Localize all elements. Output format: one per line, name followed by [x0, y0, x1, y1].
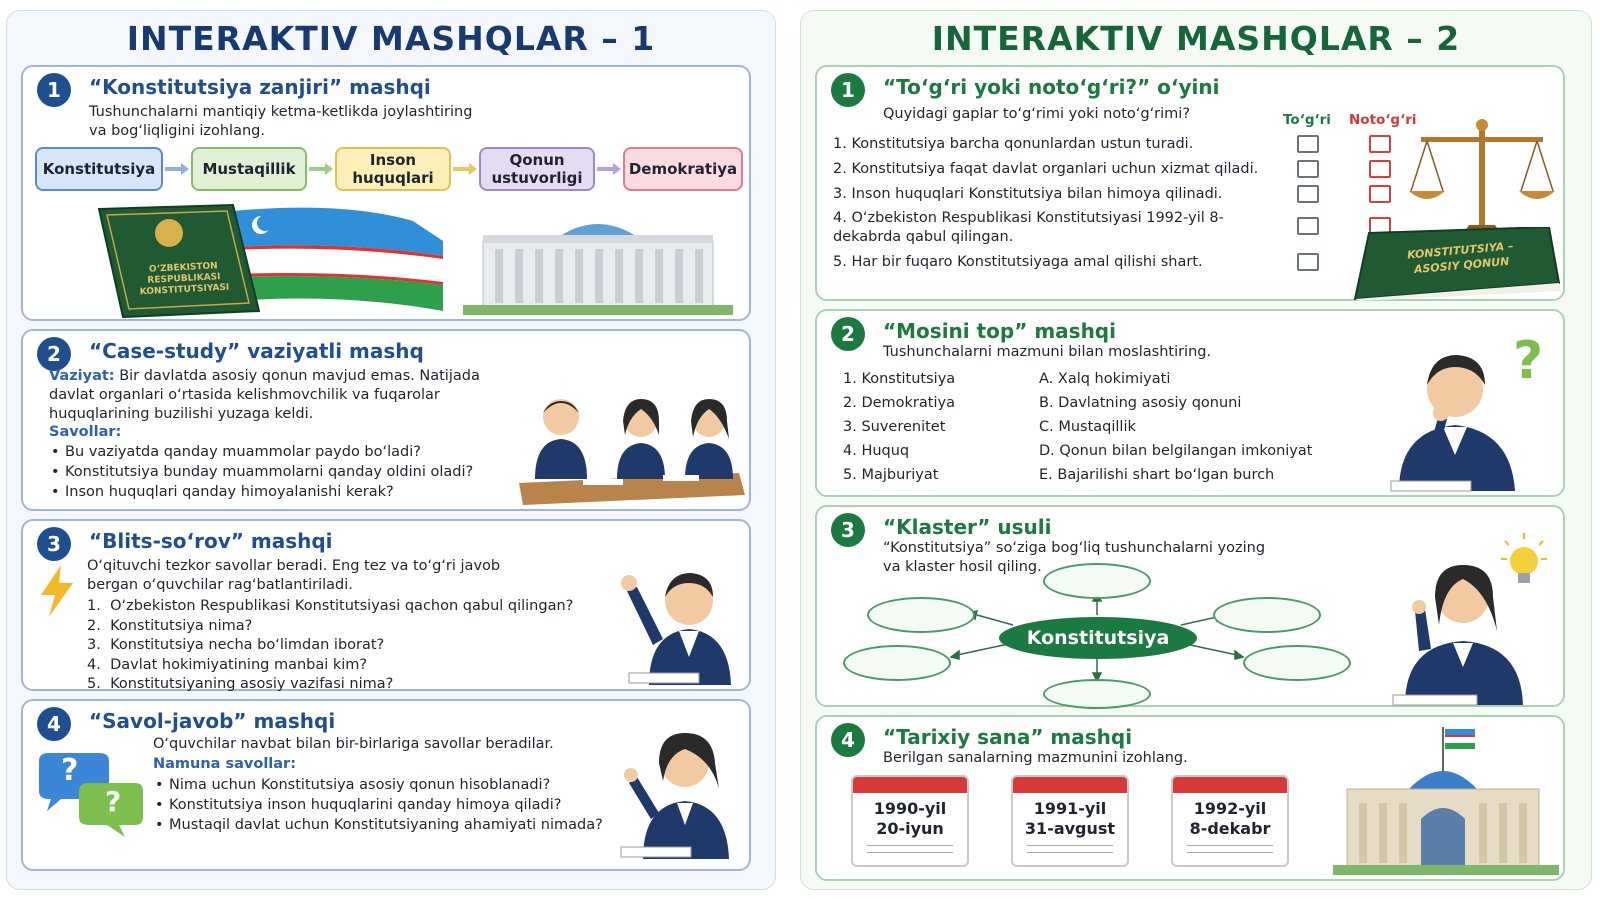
list-item[interactable]: 1. Konstitutsiya — [843, 371, 956, 387]
true-checkbox-5[interactable] — [1297, 253, 1319, 271]
cluster-bubble-bottom[interactable] — [1043, 679, 1151, 709]
true-false-game-card — [815, 65, 1565, 301]
card-number: 2 — [37, 337, 71, 371]
false-checkbox-3[interactable] — [1369, 185, 1391, 203]
calendar-day: 31-avgust — [1024, 819, 1116, 838]
list-item: • Inson huquqlari qanday himoyalanishi kerak? — [49, 482, 473, 502]
calendar-year: 1992-yil — [1193, 799, 1267, 818]
true-checkbox-1[interactable] — [1297, 135, 1319, 153]
card-number: 4 — [831, 723, 865, 757]
list-item: 4. Davlat hokimiyatining manbai kim? — [87, 656, 368, 673]
calendar-year: 1990-yil — [873, 799, 947, 818]
list-item[interactable]: C. Mustaqillik — [1039, 419, 1136, 435]
arrow-right-icon — [597, 162, 621, 176]
card-title: “Konstitutsiya zanjiri” mashqi — [89, 75, 431, 99]
cluster-center: Konstitutsiya — [999, 617, 1197, 659]
book-cover-text: KONSTITUTSIYA – ASOSIY QONUN — [1406, 239, 1515, 277]
cluster-method-card — [815, 505, 1565, 707]
questions-list — [153, 775, 603, 835]
calendar-header — [1173, 777, 1287, 793]
calendar-date-2[interactable] — [1011, 775, 1129, 867]
answer-line — [1187, 845, 1273, 846]
chain-item-konstitutsiya[interactable]: Konstitutsiya — [35, 147, 163, 191]
calendar-date-3[interactable] — [1171, 775, 1289, 867]
question-mark-green: ? — [105, 785, 122, 818]
student-raising-hand-illustration — [609, 561, 745, 689]
calendar-header — [1013, 777, 1127, 793]
calendar-year: 1991-yil — [1033, 799, 1107, 818]
list-item[interactable]: 2. Demokratiya — [843, 395, 955, 411]
desc-line-2: va bog‘liqligini izohlang. — [89, 123, 265, 139]
scales-of-justice-icon — [1407, 115, 1557, 245]
list-item[interactable]: 5. Majburiyat — [843, 467, 939, 483]
card-title: “Mosini top” mashqi — [883, 319, 1116, 343]
card-number: 2 — [831, 317, 865, 351]
student-girl-illustration — [607, 719, 747, 869]
chain-item-inson-huquqlari[interactable]: Inson huquqlari — [335, 147, 451, 191]
answer-line — [867, 845, 953, 846]
false-checkbox-2[interactable] — [1369, 160, 1391, 178]
statement-4: 4. O‘zbekiston Respublikasi Konstitutsiyasi 1992-yil 8-dekabrda qabul qilingan. — [833, 210, 1224, 245]
list-item: 1. O‘zbekiston Respublikasi Konstitutsiyasi qachon qabul qilingan? — [87, 598, 574, 614]
lightning-icon — [37, 565, 77, 617]
arrow-right-icon — [165, 162, 189, 176]
right-panel — [800, 10, 1592, 890]
statement-1: 1. Konstitutsiya barcha qonunlardan ustun turadi. — [833, 136, 1194, 152]
list-item[interactable]: 4. Huquq — [843, 443, 910, 459]
card-title: “Savol-javob” mashqi — [89, 709, 336, 733]
blitz-survey-card — [21, 519, 751, 691]
chain-exercise-card — [21, 65, 751, 321]
desc-line-1: “Konstitutsiya” so‘ziga bog‘liq tushunchalarni yozing — [883, 540, 1266, 556]
true-checkbox-4[interactable] — [1297, 217, 1319, 235]
card-title: “Klaster” usuli — [883, 515, 1052, 539]
true-checkbox-2[interactable] — [1297, 160, 1319, 178]
cluster-bubble-top[interactable] — [1043, 563, 1151, 599]
questions-list — [49, 442, 473, 502]
left-panel — [6, 10, 776, 890]
list-item[interactable]: A. Xalq hokimiyati — [1039, 371, 1171, 387]
situation-label: Vaziyat: — [49, 368, 115, 384]
desc-line-1: O‘qituvchi tezkor savollar beradi. Eng tez va to‘g‘ri javob — [87, 558, 501, 574]
calendar-day: 8-dekabr — [1189, 819, 1271, 838]
chain-item-qonun-ustuvorligi[interactable]: Qonun ustuvorligi — [479, 147, 595, 191]
questions-label: Savollar: — [49, 424, 122, 440]
list-item: 5. Konstitutsiyaning asosiy vazifasi nima? — [87, 676, 394, 692]
list-item[interactable]: E. Bajarilishi shart bo‘lgan burch — [1039, 467, 1275, 483]
answer-line — [867, 852, 953, 853]
card-title: “Case-study” vaziyatli mashq — [89, 339, 424, 363]
list-item: 2. Konstitutsiya nima? — [87, 617, 253, 634]
definitions-list — [1039, 367, 1312, 487]
list-item: 3. Konstitutsiya necha bo‘limdan iborat? — [87, 637, 385, 653]
situation-text — [49, 367, 529, 424]
card-number: 1 — [831, 73, 865, 107]
desc-line-2: bergan o‘quvchilar rag‘batlantiriladi. — [87, 577, 353, 593]
calendar-header — [853, 777, 967, 793]
card-number: 3 — [831, 513, 865, 547]
list-item: • Konstitutsiya bunday muammolarni qanday oldini oladi? — [49, 462, 473, 482]
writing-student-illustration — [1377, 555, 1547, 707]
false-checkbox-1[interactable] — [1369, 135, 1391, 153]
historical-date-card — [815, 715, 1565, 881]
list-item: • Mustaqil davlat uchun Konstitutsiyaning ahamiyati nimada? — [153, 815, 603, 835]
question-mark-icon: ? — [1513, 331, 1544, 391]
speech-bubbles-icon — [35, 751, 147, 839]
list-item[interactable]: B. Davlatning asosiy qonuni — [1039, 395, 1242, 411]
card-description — [89, 103, 472, 141]
questions-list — [87, 597, 573, 695]
chain-item-demokratiya[interactable]: Demokratiya — [623, 147, 743, 191]
cluster-bubble-upper-left[interactable] — [867, 597, 975, 633]
sample-questions-label: Namuna savollar: — [153, 756, 297, 772]
list-item[interactable]: 3. Suverenitet — [843, 419, 946, 435]
situation-body: Bir davlatda asosiy qonun mavjud emas. Natijada davlat organlari o‘rtasida kelishmovchilik va fuqarolar huquqlarining buzilishi yuzaga keldi. — [49, 368, 480, 422]
cluster-bubble-upper-right[interactable] — [1213, 597, 1321, 633]
card-number: 4 — [37, 707, 71, 741]
statement-3: 3. Inson huquqlari Konstitutsiya bilan himoya qilinadi. — [833, 186, 1223, 202]
question-answer-card — [21, 699, 751, 871]
government-building-illustration — [1333, 723, 1559, 879]
answer-line — [1187, 852, 1273, 853]
statement-5: 5. Har bir fuqaro Konstitutsiyaga amal qilishi shart. — [833, 254, 1203, 270]
column-false-header: Noto‘g‘ri — [1349, 112, 1417, 128]
cluster-bubble-lower-right[interactable] — [1243, 645, 1351, 681]
card-title: “Blits-so‘rov” mashqi — [89, 529, 333, 553]
card-number: 3 — [37, 527, 71, 561]
constitution-illustration — [83, 201, 743, 319]
card-title: “Tarixiy sana” mashqi — [883, 725, 1133, 749]
list-item[interactable]: D. Qonun bilan belgilangan imkoniyat — [1039, 443, 1313, 459]
terms-list — [843, 367, 955, 487]
list-item: • Bu vaziyatda qanday muammolar paydo bo‘ladi? — [49, 442, 473, 462]
cluster-bubble-lower-left[interactable] — [843, 645, 951, 681]
left-main-title: INTERAKTIV MASHQLAR – 1 — [126, 19, 656, 58]
question-mark-blue: ? — [61, 753, 79, 788]
card-title: “To‘g‘ri yoki noto‘g‘ri?” o‘yini — [883, 75, 1220, 99]
list-item: • Konstitutsiya inson huquqlarini qanday himoya qiladi? — [153, 795, 603, 815]
right-main-title: INTERAKTIV MASHQLAR – 2 — [931, 19, 1461, 58]
case-study-card — [21, 329, 751, 511]
statement-2: 2. Konstitutsiya faqat davlat organlari uchun xizmat qiladi. — [833, 161, 1259, 177]
column-true-header: To‘g‘ri — [1283, 112, 1331, 128]
card-description — [87, 557, 500, 595]
calendar-date-1[interactable] — [851, 775, 969, 867]
card-description: Tushunchalarni mazmuni bilan moslashtiring. — [883, 344, 1212, 360]
desc-line-2: va klaster hosil qiling. — [883, 559, 1042, 575]
chain-item-mustaqillik[interactable]: Mustaqillik — [191, 147, 307, 191]
book-cover-text: O‘ZBEKISTON RESPUBLIKASI KONSTITUTSIYASI — [139, 261, 230, 298]
arrow-right-icon — [453, 162, 477, 176]
card-number: 1 — [37, 73, 71, 107]
calendar-day: 20-iyun — [876, 819, 944, 838]
card-description: Berilgan sanalarning mazmunini izohlang. — [883, 750, 1188, 766]
answer-line — [1027, 845, 1113, 846]
true-checkbox-3[interactable] — [1297, 185, 1319, 203]
arrow-right-icon — [309, 162, 333, 176]
card-description: O‘quvchilar navbat bilan bir-birlariga savollar beradilar. — [153, 736, 554, 752]
card-description: Quyidagi gaplar to‘g‘rimi yoki noto‘g‘rimi? — [883, 106, 1191, 122]
desc-line-1: Tushunchalarni mantiqiy ketma-ketlikda joylashtiring — [89, 104, 473, 120]
answer-line — [1027, 852, 1113, 853]
students-illustration — [513, 387, 749, 509]
find-match-card — [815, 309, 1565, 497]
list-item: • Nima uchun Konstitutsiya asosiy qonun hisoblanadi? — [153, 775, 603, 795]
